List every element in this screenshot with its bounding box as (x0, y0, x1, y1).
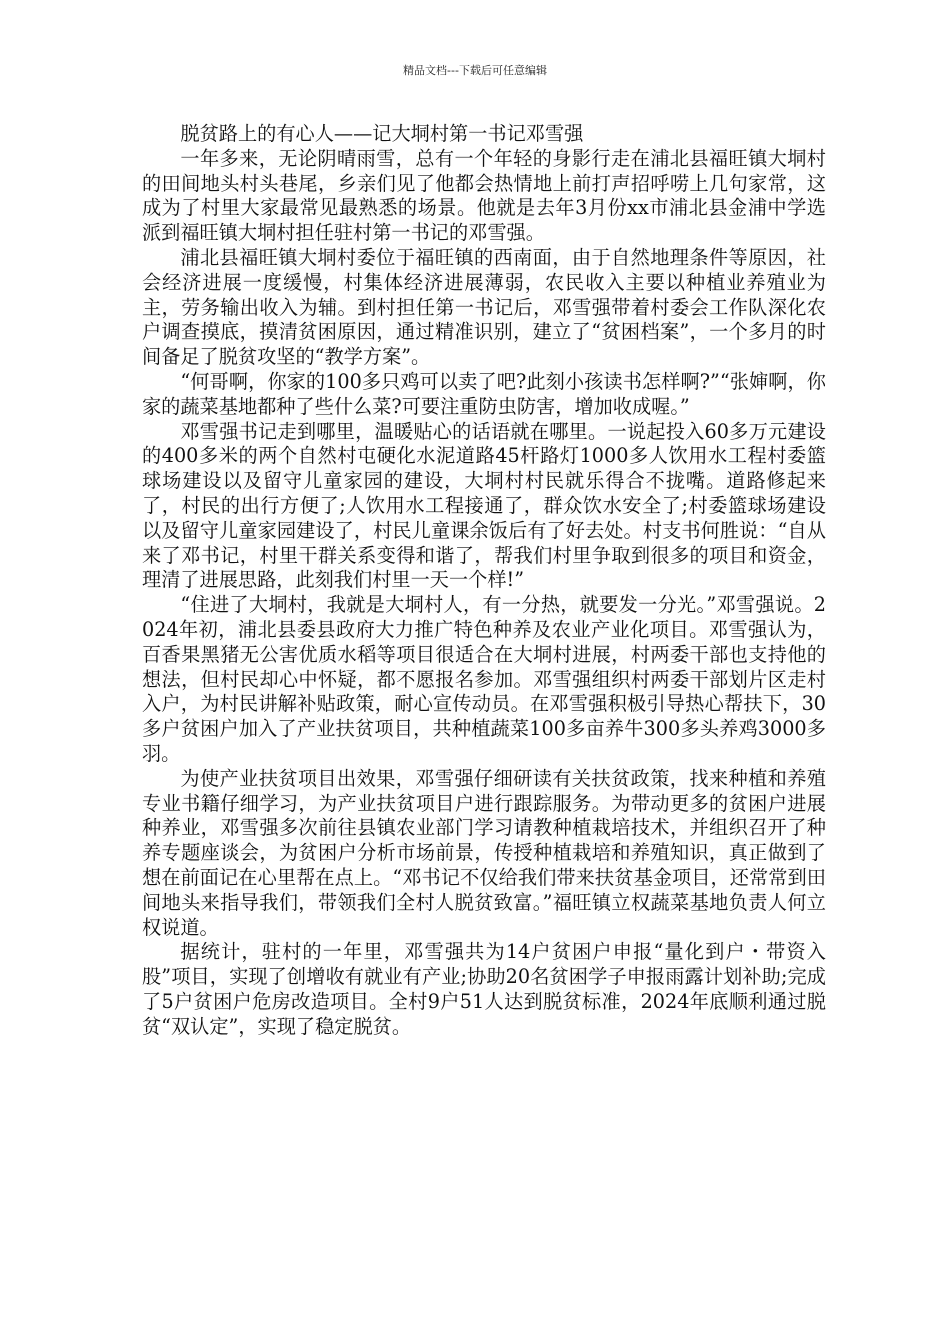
article-paragraph: 一年多来，无论阴晴雨雪，总有一个年轻的身影行走在浦北县福旺镇大垌村的田间地头村头巷尾，乡亲们见了他都会热情地上前打声招呼唠上几句家常，这成为了村里大家最常见最熟悉的场景。他就是去年3月份xx市浦北县金浦中学选派到福旺镇大垌村担任驻村第一书记的邓雪强。 (142, 146, 826, 245)
page-header-note: 精品文档---下载后可任意编辑 (403, 64, 547, 77)
article-paragraph: 浦北县福旺镇大垌村委位于福旺镇的西南面，由于自然地理条件等原因，社会经济进展一度缓慢，村集体经济进展薄弱，农民收入主要以种植业养殖业为主，劳务输出收入为辅。到村担任第一书记后，邓雪强带着村委会工作队深化农户调查摸底，摸清贫困原因，通过精准识别，建立了“贫困档案”，一个多月的时间备足了脱贫攻坚的“教学方案”。 (142, 245, 826, 369)
article-paragraph: 为使产业扶贫项目出效果，邓雪强仔细研读有关扶贫政策，找来种植和养殖专业书籍仔细学习，为产业扶贫项目户进行跟踪服务。为带动更多的贫困户进展种养业，邓雪强多次前往县镇农业部门学习请教种植栽培技术，并组织召开了种养专题座谈会，为贫困户分析市场前景，传授种植栽培和养殖知识，真正做到了想在前面记在心里帮在点上。“邓书记不仅给我们带来扶贫基金项目，还常常到田间地头来指导我们，带领我们全村人脱贫致富。”福旺镇立权蔬菜基地负责人何立权说道。 (142, 766, 826, 939)
article-paragraph: “住进了大垌村，我就是大垌村人，有一分热，就要发一分光。”邓雪强说。2024年初，浦北县委县政府大力推广特色种养及农业产业化项目。邓雪强认为，百香果黑猪无公害优质水稻等项目很适合在大垌村进展，村两委干部也支持他的想法，但村民却心中怀疑，都不愿报名参加。邓雪强组织村两委干部划片区走村入户，为村民讲解补贴政策，耐心宣传动员。在邓雪强积极引导热心帮扶下，30多户贫困户加入了产业扶贫项目，共种植蔬菜100多亩养牛300多头养鸡3000多羽。 (142, 593, 826, 765)
article-body (142, 122, 826, 1039)
article-paragraph: “何哥啊，你家的100多只鸡可以卖了吧?此刻小孩读书怎样啊?”“张婶啊，你家的蔬菜基地都种了些什么菜?可要注重防虫防害，增加收成喔。” (142, 369, 826, 418)
article-title: 脱贫路上的有心人——记大垌村第一书记邓雪强 (180, 122, 584, 145)
article-paragraph: 邓雪强书记走到哪里，温暖贴心的话语就在哪里。一说起投入60多万元建设的400多米的两个自然村屯硬化水泥道路45杆路灯1000多人饮用水工程村委篮球场建设以及留守儿童家园的建设，大垌村村民就乐得合不拢嘴。道路修起来了，村民的出行方便了;人饮用水工程接通了，群众饮水安全了;村委篮球场建设以及留守儿童家园建设了，村民儿童课余饭后有了好去处。村支书何胜说：“自从来了邓书记，村里干群关系变得和谐了，帮我们村里争取到很多的项目和资金，理清了进展思路，此刻我们村里一天一个样!” (142, 419, 826, 592)
article-paragraph: 据统计，驻村的一年里，邓雪强共为14户贫困户申报“量化到户・带资入股”项目，实现了创增收有就业有产业;协助20名贫困学子申报雨露计划补助;完成了5户贫困户危房改造项目。全村9户51人达到脱贫标准，2024年底顺利通过脱贫“双认定”，实现了稳定脱贫。 (142, 940, 826, 1038)
